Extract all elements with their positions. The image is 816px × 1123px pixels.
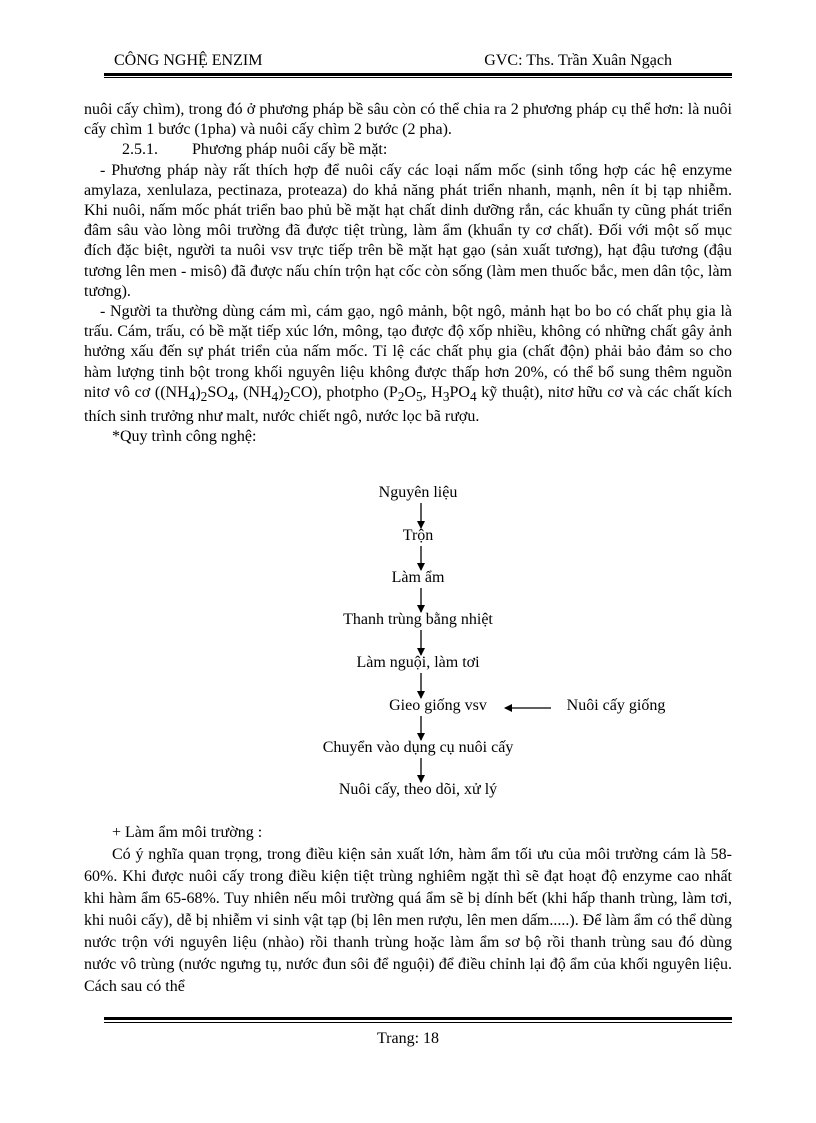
footer-rule-thin bbox=[104, 1022, 732, 1023]
flow-step-inoculate: Gieo giống vsv bbox=[389, 697, 487, 714]
lecturer-name: GVC: Ths. Trần Xuân Ngạch bbox=[484, 52, 672, 69]
paragraph-moisture: Có ý nghĩa quan trọng, trong điều kiện sản xuất lớn, hàm ẩm tối ưu của môi trường cám là 58-60%. Khi được nuôi cấy trong điều kiện tiệt trùng nghiêm ngặt thì sẽ đạt hoạt độ enzyme cao nhất khi hàm ẩm 65-68%. Tuy nhiên nếu môi trường quá ẩm sẽ bị dính bết (khi hấp thanh trùng, làm tơi, khi nuôi cấy), dễ bị nhiễm vi sinh vật tạp (bị lên men rượu, lên men dấm.....). Để làm ẩm có thể dùng nước trộn với nguyên liệu (nhào) rồi thanh trùng hoặc làm ẩm sơ bộ rồi thanh trùng sau đó dùng nước vô trùng (nước ngưng tụ, nước đun sôi để nguội) để điều chỉnh lại độ ẩm của khối nguyên liệu. Cách sau có thể bbox=[84, 846, 732, 995]
moisture-heading: + Làm ẩm môi trường : bbox=[112, 824, 263, 841]
paragraph-surface-method: - Phương pháp này rất thích hợp để nuôi cấy các loại nấm mốc (sinh tổng hợp các hệ enzyme amylaza, xenlulaza, pectinaza, proteaza) do khả năng phát triển nhanh, mạnh, nên ít bị tạp nhiễm. Khi nuôi, nấm mốc phát triển bao phủ bề mặt hạt chất dinh dưỡng rắn, các khuẩn ty cũng phát triển đâm sâu vào lòng môi trường đã được tiệt trùng, làm ẩm (khuẩn ty cơ chất). Đối với một số mục đích đặc biệt, người ta nuôi vsv trực tiếp trên bề mặt hạt gạo (sản xuất tương), hạt đậu tương (đậu tương lên men - misô) đã được nấu chín trộn hạt cốc còn sống (làm men thuốc bắc, men dân tộc, làm tương). bbox=[84, 161, 732, 300]
page-number: Trang: 18 bbox=[376, 1030, 440, 1047]
header-rule-thick bbox=[104, 73, 732, 76]
flow-step-cool-loosen: Làm nguội, làm tơi bbox=[356, 654, 480, 671]
header-rule-thin bbox=[104, 77, 732, 78]
footer-rule-thick bbox=[104, 1017, 732, 1020]
document-body-lower bbox=[84, 822, 732, 998]
flow-side-seed-culture: Nuôi cấy giống bbox=[566, 697, 666, 714]
flow-step-heat-sterilize: Thanh trùng bằng nhiệt bbox=[343, 611, 493, 628]
flow-step-transfer: Chuyển vào dụng cụ nuôi cấy bbox=[322, 739, 514, 756]
flow-step-mix: Trộn bbox=[402, 527, 434, 544]
paragraph-intro: nuôi cấy chìm), trong đó ở phương pháp bề sâu còn có thể chia ra 2 phương pháp cụ thể hơn: là nuôi cấy chìm 1 bước (1pha) và nuôi cấy chìm 2 bước (2 pha). bbox=[84, 101, 732, 139]
page-header bbox=[104, 50, 732, 74]
section-number: 2.5.1. bbox=[122, 141, 158, 159]
process-heading: *Quy trình công nghệ: bbox=[112, 428, 257, 446]
section-heading bbox=[84, 140, 732, 160]
section-title: Phương pháp nuôi cấy bề mặt: bbox=[192, 141, 388, 159]
document-body bbox=[84, 100, 732, 448]
flow-step-raw-material: Nguyên liệu bbox=[378, 484, 458, 501]
paragraph-materials: - Người ta thường dùng cám mì, cám gạo, ngô mảnh, bột ngô, mảnh hạt bo bo có chất phụ gia là trấu. Cám, trấu, có bề mặt tiếp xúc lớn, mông, tạo được độ xốp nhiều, không có những chất gây ảnh hưởng xấu đến sự phát triển của nấm mốc. Tỉ lệ các chất phụ gia (chất độn) phải bảo đảm so cho hàm lượng tinh bột trong khối nguyên liệu không được thấp hơn 20%, có thể bổ sung thêm nguồn nitơ vô cơ ($(NH_4)_2SO_4$, $(NH_4)_2CO$), photpho ($P_2O_5$, $H_3PO_4$ kỹ thuật), nitơ hữu cơ và các chất kích thích sinh trưởng như malt, nước chiết ngô, nước lọc bã rượu. bbox=[84, 303, 733, 426]
flow-step-moisten: Làm ẩm bbox=[391, 569, 445, 586]
course-title: CÔNG NGHỆ ENZIM bbox=[114, 52, 263, 69]
flow-step-culture: Nuôi cấy, theo dõi, xử lý bbox=[338, 781, 498, 798]
